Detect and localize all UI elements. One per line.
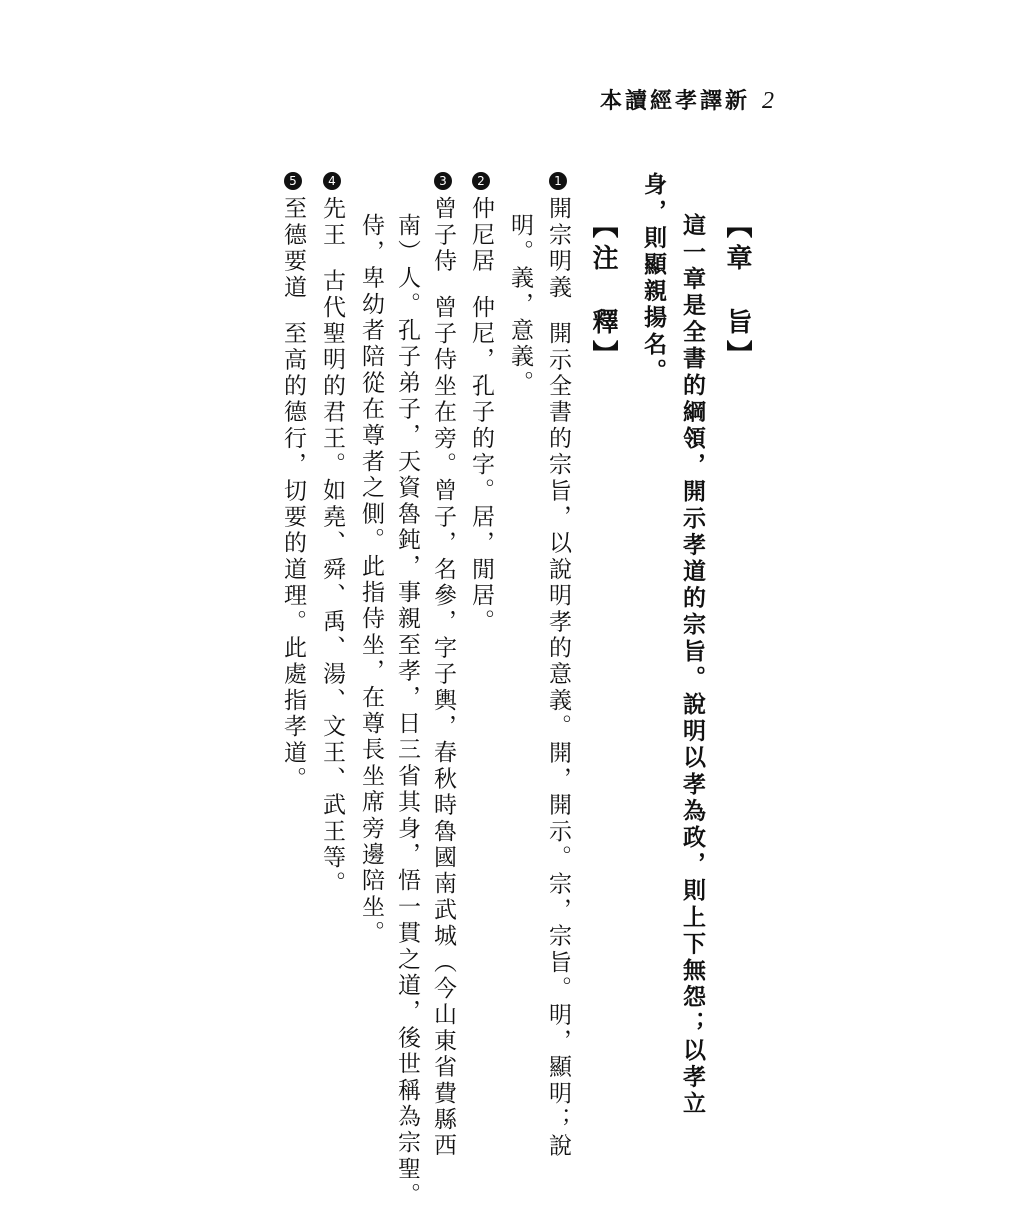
- note-term: 開宗明義: [545, 196, 571, 301]
- running-header: [600, 84, 774, 115]
- note-number-badge: 1: [551, 174, 565, 188]
- note-1-line-2: 明。義，意義。: [507, 213, 533, 397]
- note-5: [281, 172, 304, 792]
- notes-heading: 【注 釋】: [588, 212, 618, 372]
- note-number-badge: 5: [286, 174, 300, 188]
- note-definition: 曾子侍坐在旁。曾子，名參，字子輿，春秋時魯國南武城（今山東省費縣西: [430, 294, 456, 1160]
- note-term: 曾子侍: [430, 196, 456, 275]
- chapter-gist-heading: 【章 旨】: [722, 212, 752, 372]
- note-definition: 至高的德行，切要的道理。此處指孝道。: [280, 320, 306, 793]
- note-3-line-2: 南）人。孔子弟子，天資魯鈍，事親至孝，日三省其身，悟一貫之道，後世稱為宗聖。: [394, 213, 420, 1209]
- note-2: [469, 172, 492, 635]
- note-4: [320, 172, 343, 897]
- note-definition: 仲尼，孔子的字。居，閒居。: [468, 294, 494, 636]
- chapter-gist-line-2: 身，則顯親揚名。: [640, 172, 667, 385]
- book-title: 本讀經孝譯新: [599, 88, 750, 114]
- note-term: 至德要道: [280, 196, 306, 301]
- note-number-badge: 4: [325, 174, 339, 188]
- note-definition: 開示全書的宗旨，以說明孝的意義。開，開示。宗，宗旨。明，顯明；說: [545, 320, 571, 1160]
- page-number: 2: [762, 88, 774, 114]
- note-number-badge: 3: [436, 174, 450, 188]
- note-3-line-1: [431, 172, 454, 1159]
- note-term: 先王: [319, 196, 345, 249]
- note-number-badge: 2: [474, 174, 488, 188]
- note-definition: 古代聖明的君王。如堯、舜、禹、湯、文王、武王等。: [319, 268, 345, 898]
- note-term: 仲尼居: [468, 196, 494, 275]
- chapter-gist-line-1: 這一章是全書的綱領，開示孝道的宗旨。說明以孝為政，則上下無怨；以孝立: [679, 213, 706, 1118]
- note-1-line-1: [546, 172, 569, 1159]
- note-3-line-3: 侍，卑幼者陪從在尊者之側。此指侍坐，在尊長坐席旁邊陪坐。: [358, 213, 384, 947]
